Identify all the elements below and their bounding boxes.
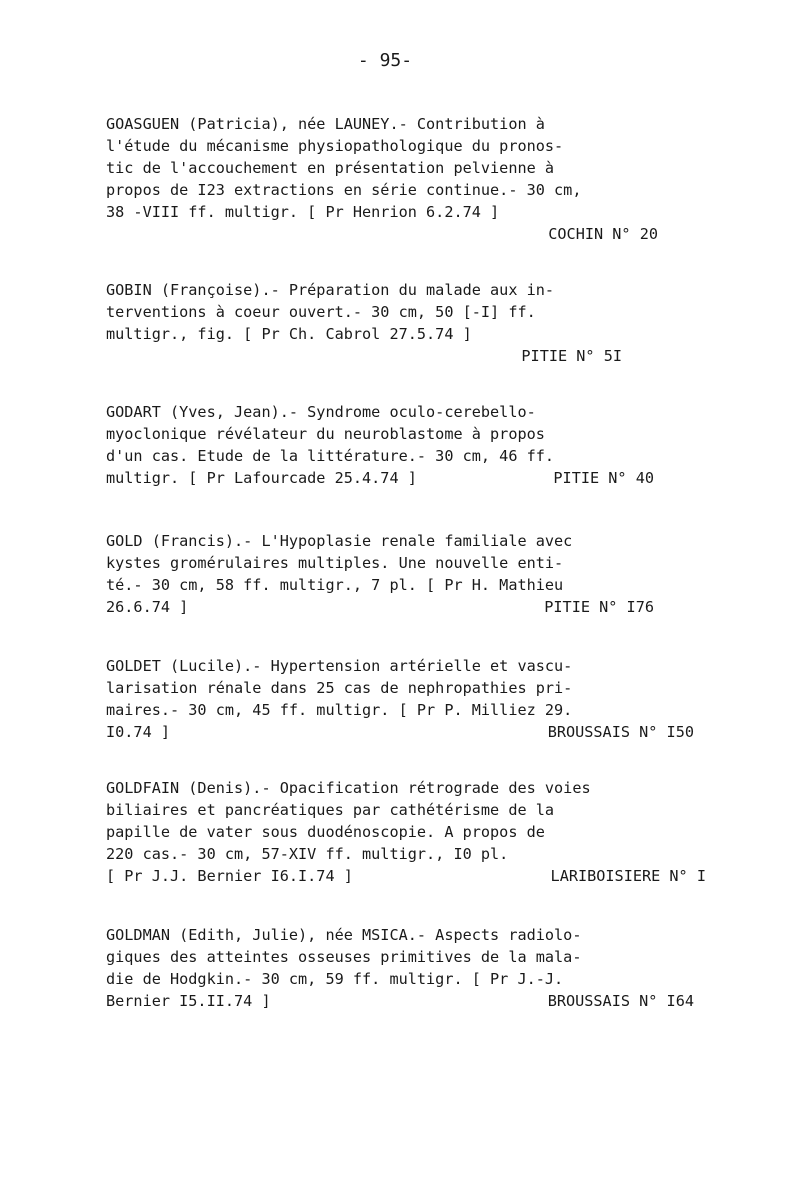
entry-line: papille de vater sous duodénoscopie. A propos de bbox=[106, 823, 545, 841]
entry-line: GOLDMAN (Edith, Julie), née MSICA.- Aspects radiolo- bbox=[106, 926, 582, 944]
entry-line: Bernier I5.II.74 ] bbox=[106, 992, 271, 1010]
entry-line: giques des atteintes osseuses primitives de la mala- bbox=[106, 948, 582, 966]
entry-line: tic de l'accouchement en présentation pelvienne à bbox=[106, 159, 555, 177]
shelf-mark: COCHIN N° 20 bbox=[548, 225, 658, 243]
entry-line: GOLDET (Lucile).- Hypertension artérielle et vascu- bbox=[106, 657, 573, 675]
entry-line: GOLDFAIN (Denis).- Opacification rétrograde des voies bbox=[106, 779, 591, 797]
entry-line: d'un cas. Etude de la littérature.- 30 cm, 46 ff. bbox=[106, 447, 555, 465]
entry-line: 26.6.74 ] bbox=[106, 598, 189, 616]
shelf-mark: PITIE N° 40 bbox=[553, 469, 654, 487]
entry-line: GOBIN (Françoise).- Préparation du malade aux in- bbox=[106, 281, 555, 299]
shelf-mark: BROUSSAIS N° I64 bbox=[547, 992, 694, 1010]
shelf-mark: LARIBOISIERE N° I bbox=[550, 867, 706, 885]
bibliography-entry bbox=[106, 655, 706, 743]
entry-line: GODART (Yves, Jean).- Syndrome oculo-cerebello- bbox=[106, 403, 536, 421]
bibliography-entry bbox=[106, 777, 706, 887]
entry-line: multigr. [ Pr Lafourcade 25.4.74 ] bbox=[106, 469, 417, 487]
shelf-mark: PITIE N° I76 bbox=[544, 598, 654, 616]
entry-line: 220 cas.- 30 cm, 57-XIV ff. multigr., I0 pl. bbox=[106, 845, 509, 863]
entry-line: GOLD (Francis).- L'Hypoplasie renale familiale avec bbox=[106, 532, 573, 550]
bibliography-entry bbox=[106, 279, 706, 367]
entry-line: die de Hodgkin.- 30 cm, 59 ff. multigr. [ Pr J.-J. bbox=[106, 970, 564, 988]
entry-line: té.- 30 cm, 58 ff. multigr., 7 pl. [ Pr H. Mathieu bbox=[106, 576, 564, 594]
entry-line: kystes gromérulaires multiples. Une nouvelle enti- bbox=[106, 554, 564, 572]
bibliography-entry bbox=[106, 113, 706, 245]
bibliography-entry bbox=[106, 924, 706, 1012]
entry-line: [ Pr J.J. Bernier I6.I.74 ] bbox=[106, 867, 353, 885]
entry-line: GOASGUEN (Patricia), née LAUNEY.- Contribution à bbox=[106, 115, 545, 133]
entry-line: 38 -VIII ff. multigr. [ Pr Henrion 6.2.74 ] bbox=[106, 203, 500, 221]
entry-line: biliaires et pancréatiques par cathétérisme de la bbox=[106, 801, 555, 819]
entry-line: myoclonique révélateur du neuroblastome à propos bbox=[106, 425, 545, 443]
entry-line: propos de I23 extractions en série continue.- 30 cm, bbox=[106, 181, 582, 199]
entry-line: maires.- 30 cm, 45 ff. multigr. [ Pr P. Milliez 29. bbox=[106, 701, 573, 719]
bibliography-entry bbox=[106, 530, 706, 618]
bibliography-entry bbox=[106, 401, 706, 489]
entry-line: l'étude du mécanisme physiopathologique du pronos- bbox=[106, 137, 564, 155]
shelf-mark: BROUSSAIS N° I50 bbox=[547, 723, 694, 741]
entry-line: larisation rénale dans 25 cas de nephropathies pri- bbox=[106, 679, 573, 697]
entry-line: multigr., fig. [ Pr Ch. Cabrol 27.5.74 ] bbox=[106, 325, 472, 343]
entry-line: terventions à coeur ouvert.- 30 cm, 50 [-I] ff. bbox=[106, 303, 536, 321]
entry-line: I0.74 ] bbox=[106, 723, 171, 741]
page-number: - 95- bbox=[357, 50, 413, 71]
shelf-mark: PITIE N° 5I bbox=[521, 347, 622, 365]
